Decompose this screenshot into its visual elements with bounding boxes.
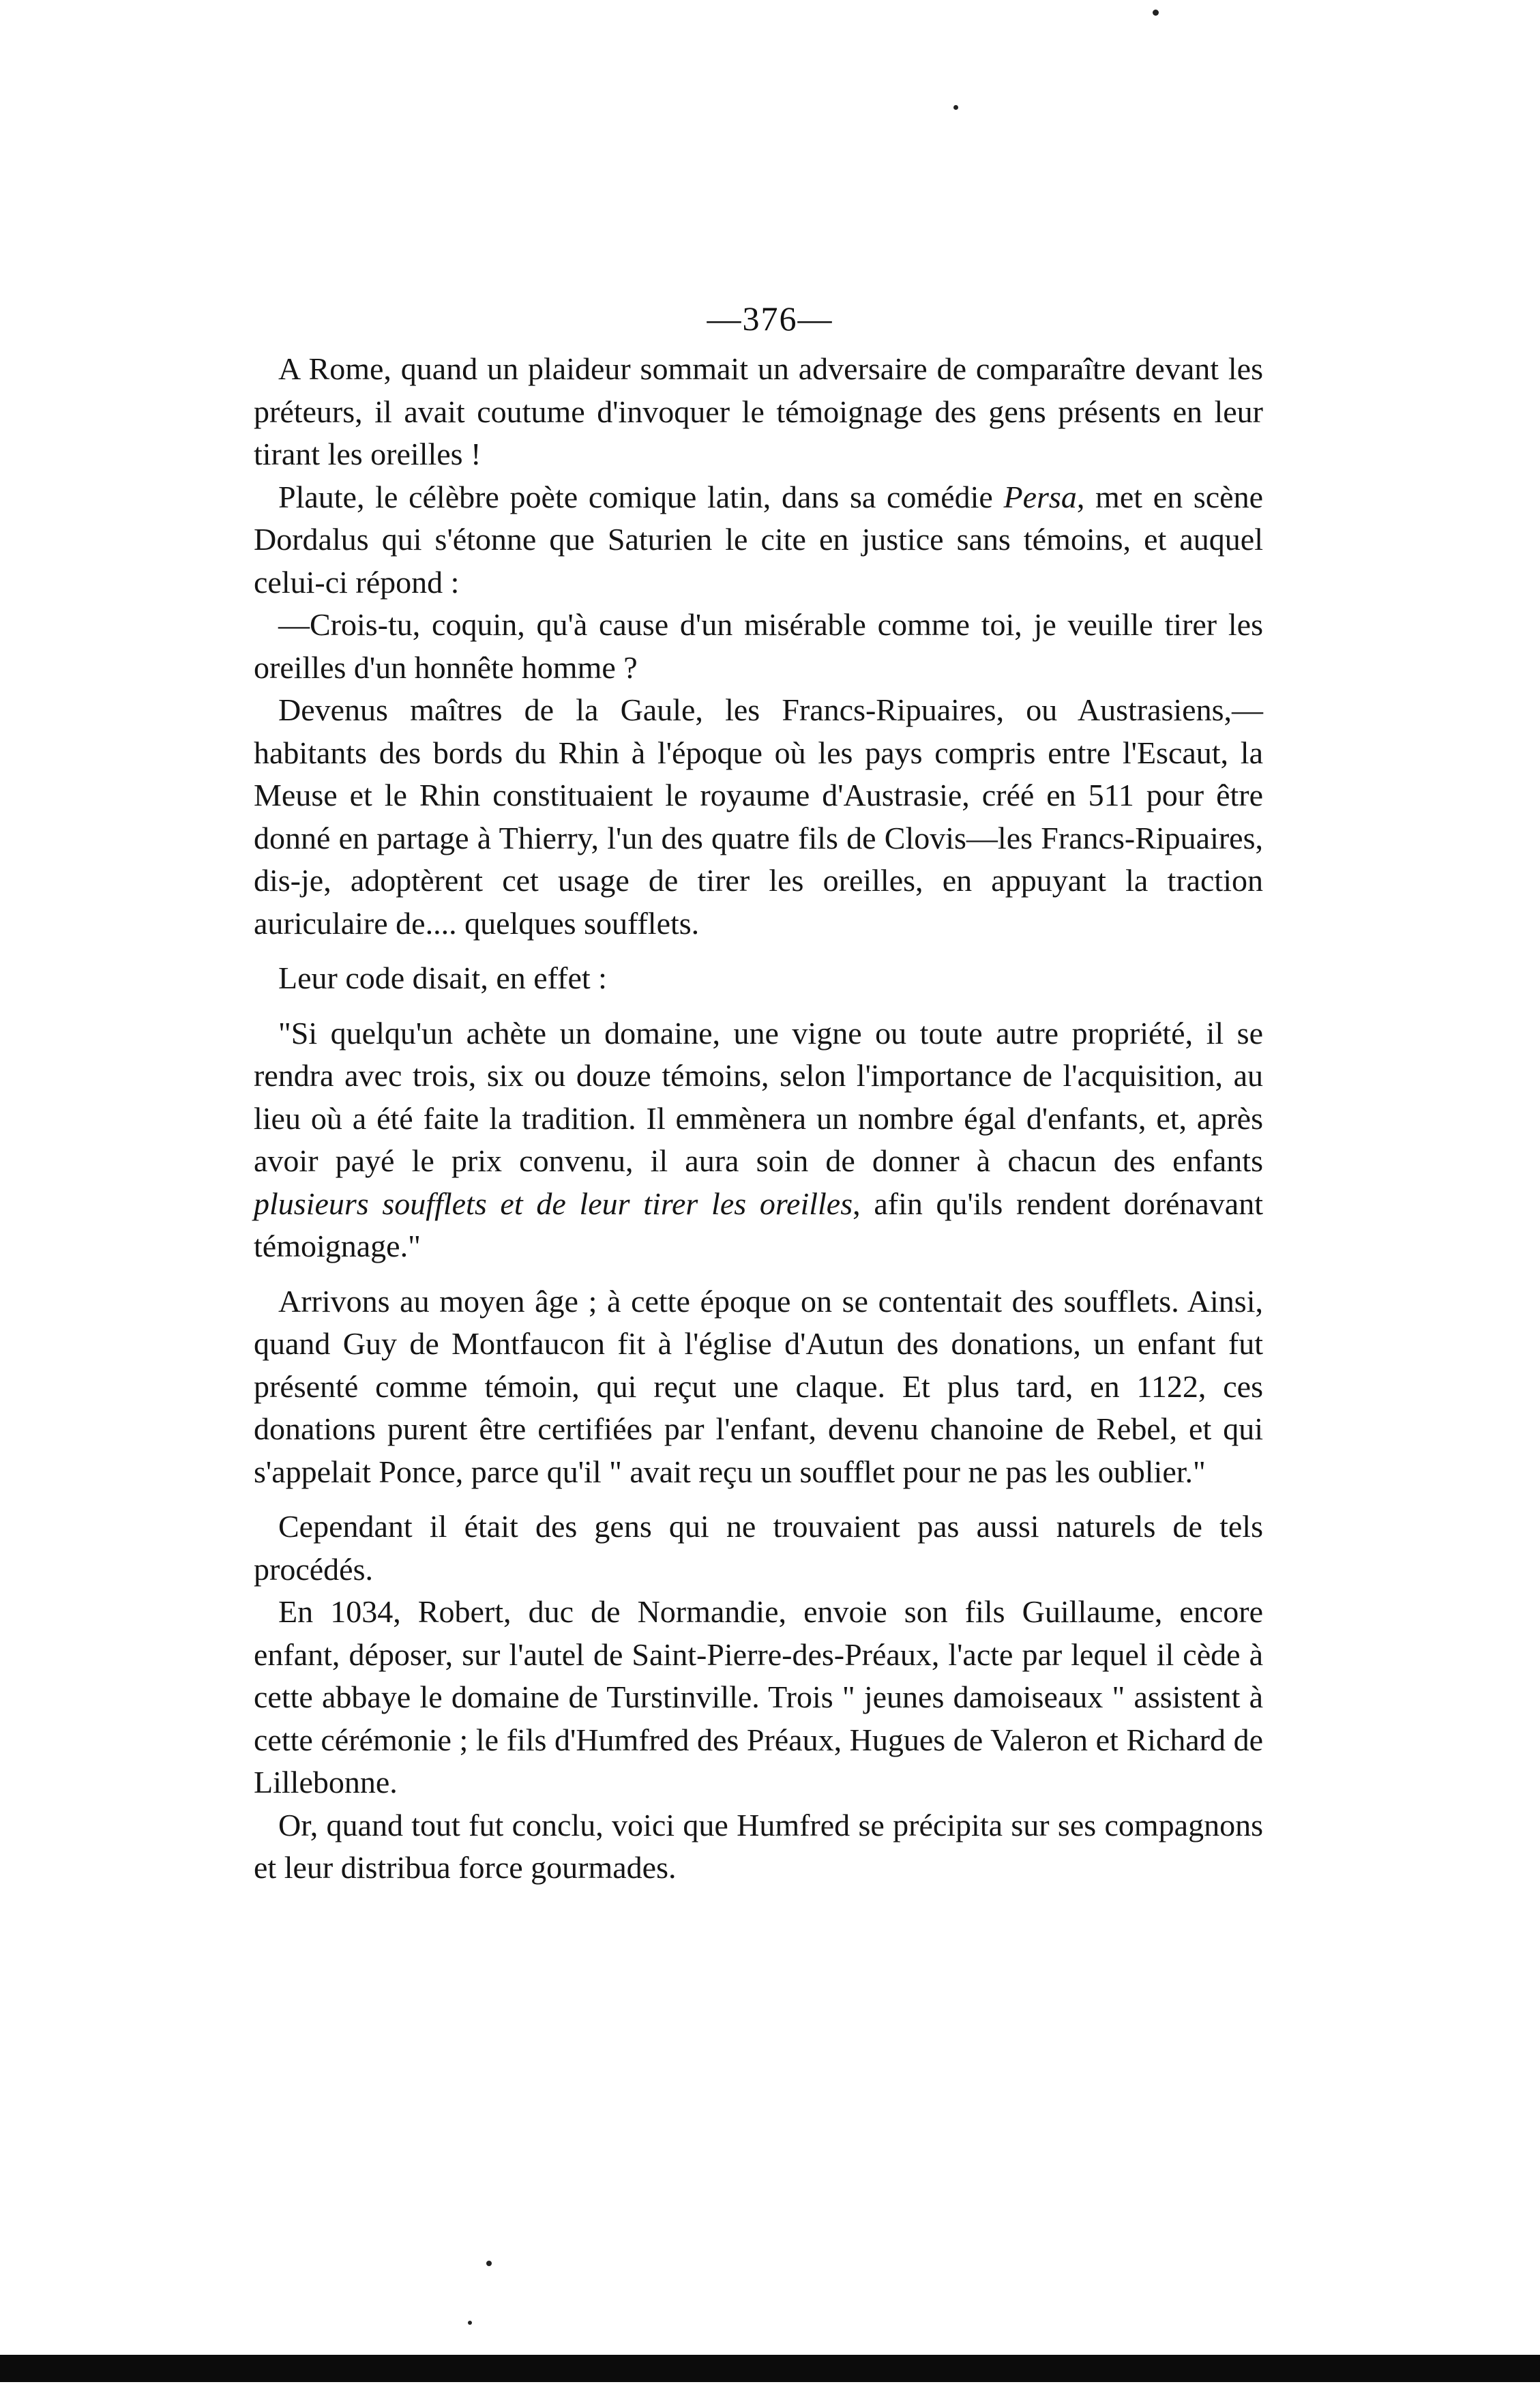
- paragraph-2: [254, 476, 1263, 604]
- paragraph-9: En 1034, Robert, duc de Normandie, envoie son fils Guillaume, encore enfant, déposer, sur l'autel de Saint-Pierre-des-Préaux, l'acte par lequel il cède à cette abbaye le domaine de Turstinville. Trois " jeunes damoiseaux " assistent à cette cérémonie ; le fils d'Humfred des Préaux, Hugues de Valeron et Richard de Lillebonne.: [254, 1594, 1263, 1800]
- paragraph-8: Cependant il était des gens qui ne trouvaient pas aussi naturels de tels procédés.: [254, 1509, 1263, 1587]
- paragraph-5: Leur code disait, en effet :: [278, 960, 607, 995]
- paragraph-2-after: , met en scène Dordalus qui s'étonne que Saturien le cite en justice sans témoins, et auquel celui-ci répond :: [254, 479, 1264, 600]
- paragraph-3: —Crois-tu, coquin, qu'à cause d'un misérable comme toi, je veuille tirer les oreilles d'un honnête homme ?: [254, 607, 1263, 685]
- paragraph-10: Or, quand tout fut conclu, voici que Humfred se précipita sur ses compagnons et leur distribua force gourmades.: [254, 1807, 1263, 1885]
- paragraph-6-after: , afin qu'ils rendent dorénavant témoignage.": [254, 1186, 1263, 1263]
- paragraph-6: [254, 1012, 1263, 1268]
- scan-speck: [953, 105, 958, 110]
- scan-speck: [468, 2321, 472, 2325]
- body-text: [254, 348, 1263, 1890]
- paragraph-7: Arrivons au moyen âge ; à cette époque on se contentait des soufflets. Ainsi, quand Guy de Montfaucon fit à l'église d'Autun des donations, un enfant fut présenté comme témoin, qui reçut une claque. Et plus tard, en 1122, ces donations purent être certifiées par l'enfant, devenu chanoine de Rebel, et qui s'appelait Ponce, parce qu'il " avait reçu un soufflet pour ne pas les oublier.": [254, 1283, 1263, 1489]
- scan-speck: [486, 2261, 492, 2266]
- scan-speck: [1153, 10, 1159, 16]
- paragraph-6-emphasis: plusieurs soufflets et de leur tirer les oreilles: [254, 1186, 853, 1221]
- scan-border-bar: [0, 2355, 1540, 2382]
- work-title: Persa: [1003, 479, 1077, 514]
- paragraph-1: A Rome, quand un plaideur sommait un adversaire de comparaître devant les préteurs, il avait coutume d'invoquer le témoignage des gens présents en leur tirant les oreilles !: [254, 351, 1263, 471]
- paragraph-4: Devenus maîtres de la Gaule, les Francs-Ripuaires, ou Austrasiens,—habitants des bords du Rhin à l'époque où les pays compris entre l'Escaut, la Meuse et le Rhin constituaient le royaume d'Austrasie, créé en 511 pour être donné en partage à Thierry, l'un des quatre fils de Clovis—les Francs-Ripuaires, dis-je, adoptèrent cet usage de tirer les oreilles, en appuyant la traction auriculaire de.... quelques soufflets.: [254, 692, 1263, 941]
- paragraph-2-before: Plaute, le célèbre poète comique latin, dans sa comédie: [278, 479, 1004, 514]
- page-number: —376—: [707, 299, 833, 338]
- paragraph-6-before: "Si quelqu'un achète un domaine, une vigne ou toute autre propriété, il se rendra avec trois, six ou douze témoins, selon l'importance de l'acquisition, au lieu où a été faite la tradition. Il emmènera un nombre égal d'enfants, et, après avoir payé le prix convenu, il aura soin de donner à chacun des enfants: [254, 1015, 1263, 1178]
